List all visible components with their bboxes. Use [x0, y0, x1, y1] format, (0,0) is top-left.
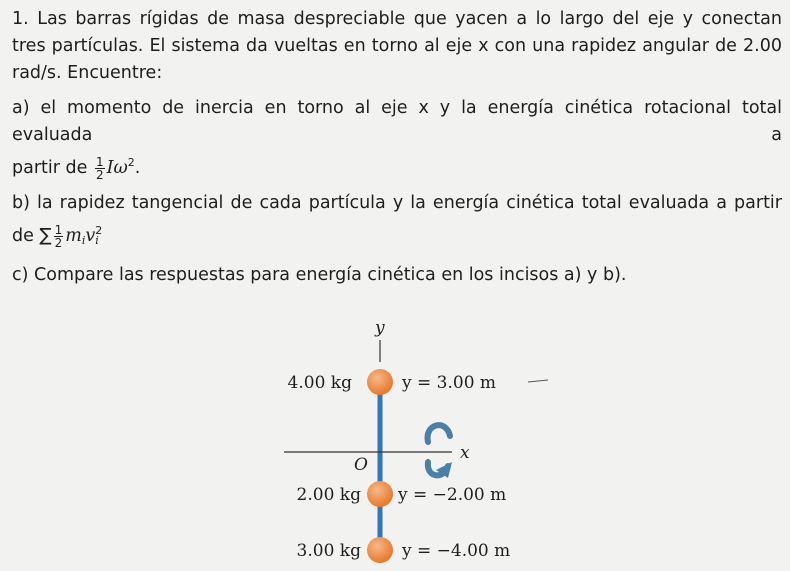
intro-line-2: tres partículas. El sistema da vueltas en torno al eje x con una rapidez angular de 2.00 — [12, 36, 782, 56]
intro-line-1: 1. Las barras rígidas de masa despreciable que yacen a lo largo del eje y conectan — [12, 9, 782, 29]
part-a-prefix: partir de — [12, 158, 88, 178]
particle-middle-position: y = −2.00 m — [398, 485, 507, 505]
mass-subscript: i — [81, 234, 86, 247]
fraction-denominator: 2 — [54, 235, 63, 250]
part-a-formula-exp: 2 — [127, 156, 135, 169]
x-axis-label: x — [460, 443, 470, 463]
fraction-numerator: 1 — [95, 154, 104, 169]
part-a-formula-var: Iω — [106, 158, 128, 178]
part-b-line-1: b) la rapidez tangencial de cada partícula y la energía cinética total evaluada a partir — [12, 193, 782, 213]
particle-top-position: y = 3.00 m — [402, 373, 497, 393]
particle-top — [367, 369, 393, 395]
particle-bottom — [367, 537, 393, 563]
velocity-symbol: v — [85, 226, 96, 246]
velocity-subscript: i — [95, 234, 99, 247]
mass-symbol: m — [65, 226, 82, 246]
origin-label: O — [354, 455, 368, 475]
part-c-line: c) Compare las respuestas para energía cinética en los incisos a) y b). — [12, 265, 627, 285]
part-a-line-1: a) el momento de inercia en torno al eje x y la energía cinética rotacional total evaluada a — [12, 98, 782, 145]
particle-bottom-position: y = −4.00 m — [402, 541, 511, 561]
sigma-symbol: ∑ — [39, 225, 52, 246]
particle-middle — [367, 481, 393, 507]
intro-line-3: rad/s. Encuentre: — [12, 63, 163, 83]
y-axis-label: y — [375, 318, 385, 338]
part-a-formula-end: . — [134, 158, 141, 178]
particle-middle-mass: 2.00 kg — [296, 485, 361, 505]
velocity-exponent: 2 — [95, 224, 103, 237]
fraction-numerator: 1 — [54, 222, 63, 237]
dash-mark — [528, 380, 548, 382]
particle-bottom-mass: 3.00 kg — [296, 541, 361, 561]
particle-top-mass: 4.00 kg — [287, 373, 352, 393]
fraction-denominator: 2 — [95, 167, 104, 182]
part-b-prefix: de — [12, 226, 34, 246]
